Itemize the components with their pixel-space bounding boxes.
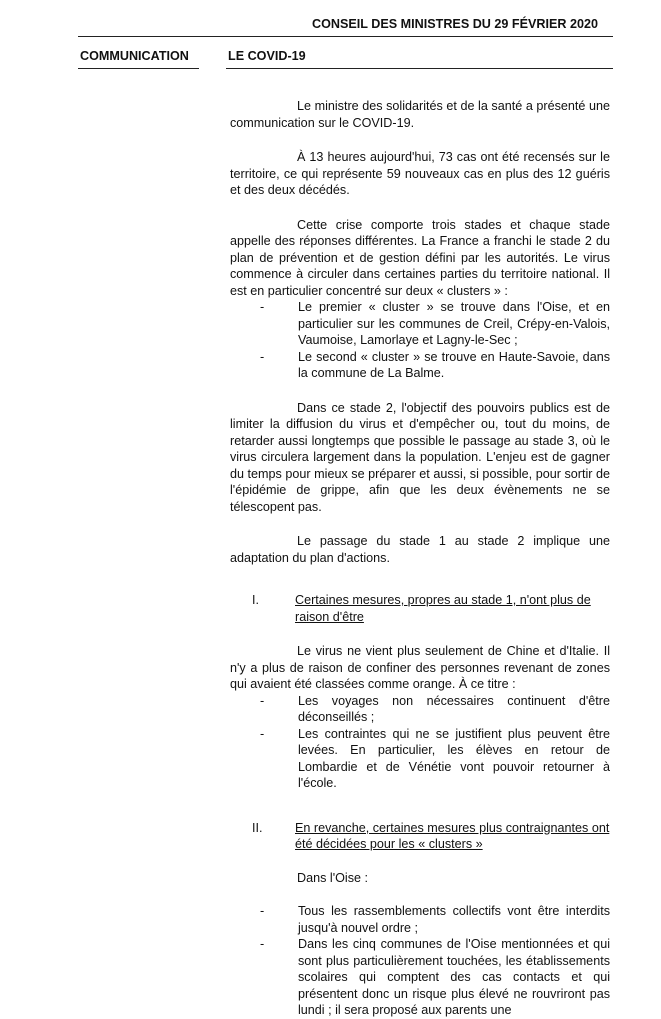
bullet-dash: - xyxy=(260,349,265,364)
list-item-text: Les voyages non nécessaires continuent d'être déconseillés ; xyxy=(298,693,610,724)
section-label-rule xyxy=(78,68,199,69)
paragraph-4: Dans ce stade 2, l'objectif des pouvoirs publics est de limiter la diffusion du virus et d'empêcher ou, tout du moins, de retarder aussi longtemps que possible le passage au stade 3, où le virus circulera largement dans la population. L'enjeu est de gagner du temps pour mieux se préparer et aussi, si possible, pour sortir de l'épidémie de grippe, afin que les deux évènements ne se télescopent pas. xyxy=(230,400,610,514)
body-text xyxy=(230,98,610,1019)
section-title-rule xyxy=(226,68,613,69)
list-item xyxy=(260,726,610,792)
bullet-dash: - xyxy=(260,904,265,918)
section-heading-1 xyxy=(230,592,610,625)
paragraph-1: Le ministre des solidarités et de la santé a présenté une communication sur le COVID-19. xyxy=(230,99,610,130)
document-header-title: CONSEIL DES MINISTRES DU 29 FÉVRIER 2020 xyxy=(312,17,599,31)
list-item xyxy=(260,903,610,936)
bullet-dash: - xyxy=(260,300,265,314)
section-title: LE COVID-19 xyxy=(228,49,306,63)
section-2-intro: Dans l'Oise : xyxy=(297,870,368,885)
list-item xyxy=(260,936,610,1019)
section-heading-text: En revanche, certaines mesures plus contraignantes ont été décidées pour les « clusters » xyxy=(295,820,610,851)
list-item xyxy=(260,693,610,726)
list-item-text: Le second « cluster » se trouve en Haute-Savoie, dans la commune de La Balme. xyxy=(298,349,610,380)
list-item-text: Tous les rassemblements collectifs vont être interdits jusqu'à nouvel ordre ; xyxy=(298,904,610,935)
section-1-intro: Le virus ne vient plus seulement de Chine et d'Italie. Il n'y a plus de raison de confiner des personnes revenant de zones qui avaient été classées comme orange. À ce titre : xyxy=(230,644,610,691)
section-heading-2 xyxy=(230,820,610,853)
bullet-dash: - xyxy=(260,693,265,708)
bullet-dash: - xyxy=(260,726,265,741)
header-rule xyxy=(78,36,613,37)
list-item-text: Dans les cinq communes de l'Oise mentionnées et qui sont plus particulièrement touchées, les établissements scolaires qui comptent des cas contacts et qui présentent donc un risque plus élevé ne rouvriront pas lundi ; il sera proposé aux parents une xyxy=(298,937,610,1017)
paragraph-2: À 13 heures aujourd'hui, 73 cas ont été recensés sur le territoire, ce qui représente 59 nouveaux cas en plus des 12 guéris et des deux décédés. xyxy=(230,150,610,197)
list-item-text: Le premier « cluster » se trouve dans l'Oise, et en particulier sur les communes de Creil, Crépy-en-Valois, Vaumoise, Lamorlaye et Lagny-le-Sec ; xyxy=(298,300,610,347)
paragraph-3: Cette crise comporte trois stades et chaque stade appelle des réponses différentes. La France a franchi le stade 2 du plan de prévention et de gestion défini par les autorités. Le virus commence à circuler dans certaines parties du territoire national. Il est en particulier concentré sur deux « clusters » : xyxy=(230,217,610,298)
section-number: I. xyxy=(252,593,259,607)
bullet-dash: - xyxy=(260,937,265,951)
section-number: II. xyxy=(252,820,263,835)
list-item-text: Les contraintes qui ne se justifient plus peuvent être levées. En particulier, les élèves en retour de Lombardie et de Vénétie vont pouvoir retourner à l'école. xyxy=(298,726,610,790)
paragraph-5: Le passage du stade 1 au stade 2 implique une adaptation du plan d'actions. xyxy=(230,534,610,565)
list-item xyxy=(260,299,610,349)
section-heading-text: Certaines mesures, propres au stade 1, n'ont plus de raison d'être xyxy=(295,593,591,624)
section-label: COMMUNICATION xyxy=(80,49,189,63)
list-item xyxy=(260,349,610,382)
